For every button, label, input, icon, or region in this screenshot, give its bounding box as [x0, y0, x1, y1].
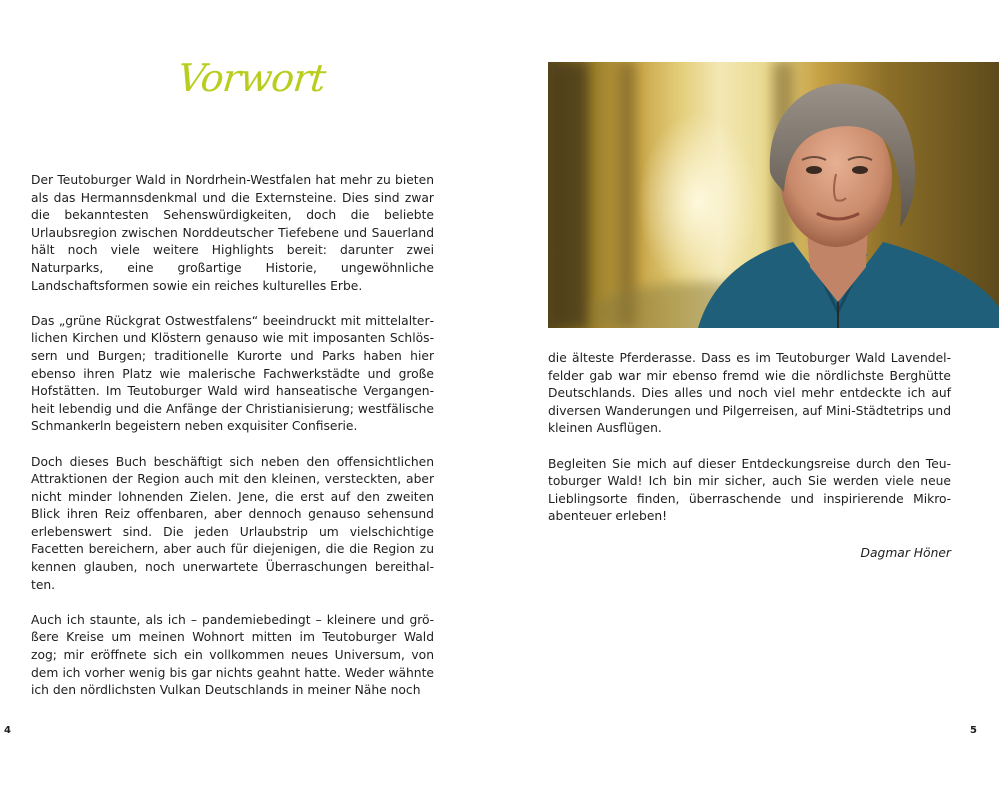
author-signature: Dagmar Höner	[860, 546, 951, 560]
paragraph: Doch dieses Buch beschäftigt sich neben den offensichtlichen Attraktionen der Region auch mit den kleinen, versteckten, aber nicht minder lohnenden Zielen. Jene, die erst auf den zweiten Blick ihren Reiz offenbaren, aber dennoch genauso sehensund erlebenswert sind. Die jeden Urlaubstrip um vielschichtige Facetten bereichern, aber auch für diejenigen, die die Region zu kennen glauben, noch unerwartete Überraschungen bereithalten.	[31, 454, 434, 592]
page-number-left: 4	[4, 725, 11, 736]
author-portrait-photo	[548, 62, 999, 328]
left-body-text	[31, 172, 434, 717]
page-title: Vorwort	[175, 56, 328, 100]
page-number-right: 5	[970, 725, 977, 736]
paragraph: Der Teutoburger Wald in Nordrhein-Westfalen hat mehr zu bieten als das Hermannsdenkmal und die Externsteine. Dies sind zwar die bekanntesten Sehenswürdigkeiten, doch die beliebte Urlaubsregion zwischen Norddeutscher Tiefebene und Sauerland hält noch viele weitere Highlights bereit: darunter zwei Naturparks, eine großartige Historie, ungewöhnliche Landschaftsformen sowie ein reiches kulturelles Erbe.	[31, 173, 434, 293]
paragraph: Das „grüne Rückgrat Ostwestfalens“ beeindruckt mit mittelalterlichen Kirchen und Klöstern genauso wie mit imposanten Schlössern und Burgen; traditionelle Kurorte und Parks haben hier ebenso ihren Platz wie malerische Fachwerkstädte und große Hofstätten. Im Teutoburger Wald wird hanseatische Vergangenheit lebendig und die Anfänge der Christianisierung; westfälische Schmankerln begeistern neben exquisiter Confiserie.	[31, 313, 434, 434]
right-page	[500, 0, 1000, 800]
right-body-text	[548, 350, 951, 544]
paragraph: die älteste Pferderasse. Dass es im Teutoburger Wald Lavendelfelder gab war mir ebenso fremd wie die nördlichste Berghütte Deutschlands. Dies alles und noch viel mehr entdeckte ich auf diversen Wanderungen und Pilgerreisen, auf Mini-Städtetrips und kleinen Ausflügen.	[548, 351, 951, 436]
paragraph: Auch ich staunte, als ich – pandemiebedingt – kleinere und größere Kreise um meinen Wohnort mitten im Teutoburger Wald zog; mir eröffnete sich ein vollkommen neues Universum, von dem ich vorher wenig bis gar nichts geahnt hatte. Weder wähnte ich den nördlichsten Vulkan Deutschlands in meiner Nähe noch	[31, 612, 434, 698]
paragraph: Begleiten Sie mich auf dieser Entdeckungsreise durch den Teutoburger Wald! Ich bin mir sicher, auch Sie werden viele neue Lieblingsorte finden, überraschende und inspirierende Mikroabenteuer erleben!	[548, 456, 951, 524]
portrait-illustration	[548, 62, 999, 328]
